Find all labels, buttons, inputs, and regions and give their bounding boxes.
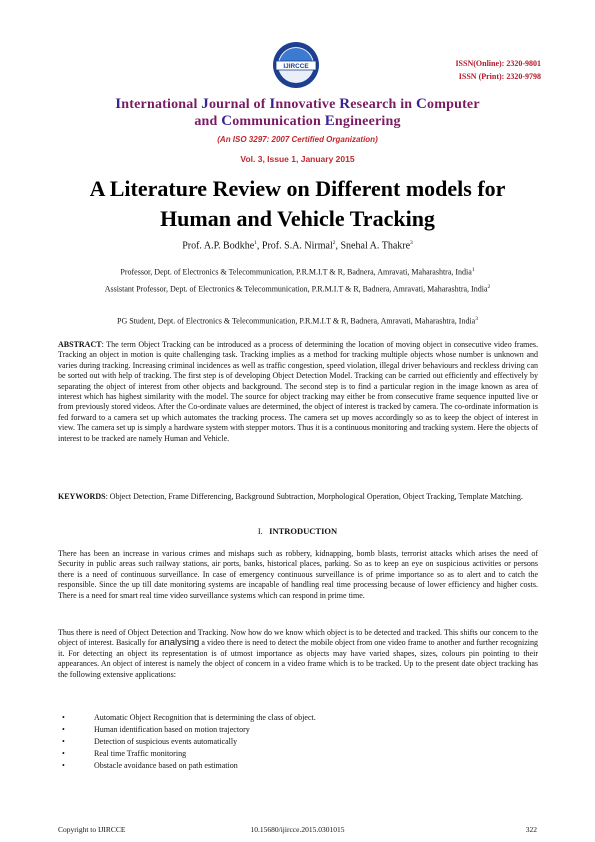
applications-list [58,712,538,772]
author-1: Prof. A.P. Bodkhe [182,240,255,252]
author-2: Prof. S.A. Nirmal [261,240,333,252]
intro-paragraph-2: Thus there is need of Object Detection and Tracking. Now how do we know which object is to be detected and tracked. This shifts our concern to the object of interest. Basically for analysing a video there is need to detect the mobile object from one video frame to another and further recognizing it. For detecting an object its representation is of utmost importance as objects may have varied shapes, sizes, colours pin pointing to their appearances. An object of interest is namely the object of concern in a video frame which is to be tracked. Up to the present date object tracking has the following extensive applications: [58,628,538,679]
author-list: Prof. A.P. Bodkhe$^1$, Prof. S.A. Nirmal$^2$, Snehal A. Thakre$^3$ [182,240,413,252]
list-item: • Human identification based on motion trajectory [62,725,250,734]
author-3: Snehal A. Thakre [340,240,411,252]
journal-name-line1: International Journal of Innovative Research in Computer [115,96,480,112]
affiliation-2: Assistant Professor, Dept. of Electronics & Telecommunication, P.R.M.I.T & R, Badnera, Amravati, Maharashtra, India$^2$ [104,284,491,294]
journal-logo [271,40,321,90]
volume-issue: Vol. 3, Issue 1, January 2015 [240,154,355,164]
footer-doi: 10.15680/ijircce.2015.0301015 [250,825,345,834]
list-item: • Obstacle avoidance based on path estimation [62,761,238,770]
logo-text: IJIRCCE [283,63,309,70]
issn-online: ISSN(Online): 2320-9801 [455,59,541,68]
affiliation-1: Professor, Dept. of Electronics & Telecommunication, P.R.M.I.T & R, Badnera, Amravati, Maharashtra, India$^1$ [120,267,475,277]
paper-title: A Literature Review on Different models for Human and Vehicle Tracking [89,176,506,231]
list-item: • Automatic Object Recognition that is determining the class of object. [62,713,316,722]
affiliation-3: PG Student, Dept. of Electronics & Telecommunication, P.R.M.I.T & R, Badnera, Amravati, Maharashtra, India$^3$ [117,316,478,326]
abstract: ABSTRACT: The term Object Tracking can be introduced as a process of determining the location of moving object in consecutive video frames. Tracking an object in motion is quite challenging task. Tracking implies as a method for tracking multiple objects whose number is unknown and varies during tracking. Increasing criminal incidences as well as traffic congestion, speed violation, illegal driver behaviours and reckless driving can be sorted out with help of tracking. The first step is of developing Object Detection Model. Tracking can be carried out efficiently and effectively by separating the object of interest from other objects and background. The second step is to find a particular region in the image known as area of interest which has highest similarity with the model. The source for object tracking may either be from consecutive frame sequence inputted live or from previously stored videos. After the Co-ordinate values are determined, the object of interest is tracked by camera. The co-ordinate information is fed forward to a camera set up which automates the tracking process. The camera set up moves accordingly so as to keep the object of interest in view. The camera set up is simply a hardware system with stepper motors. Thus it is a continuous monitoring and tracking system. Here the objects of interest to be tracked are namely Human and Vehicle. [58,340,538,443]
list-item: • Detection of suspicious events automatically [62,737,238,746]
keywords: KEYWORDS: Object Detection, Frame Differencing, Background Subtraction, Morphological Operation, Object Tracking, Template Matching. [58,492,523,501]
list-item: • Real time Traffic monitoring [62,749,187,758]
footer-copyright: Copyright to IJIRCCE [58,825,126,834]
footer-page-number: 322 [525,825,537,834]
intro-paragraph-1: There has been an increase in various crimes and mishaps such as robbery, kidnapping, bomb blasts, terrorist attacks which arises the need of Security in public areas such railway stations, air ports, banks, historical places, parking. So as to keep an eye on suspicious activities or persons there is a need of continuous surveillance. In case of emergency continuous surveillance is of prime importance so as to alert and to catch the responsible. Since the up till date monitoring systems are incapable of handling real time processing because of lower efficiency and higher costs. There is a need for smart real time video surveillance systems which can respond in prime time. [58,549,538,600]
journal-name-line2: and Communication Engineering [194,113,401,129]
issn-print: ISSN (Print): 2320-9798 [458,72,541,81]
section-heading-introduction: I. INTRODUCTION [257,526,338,536]
iso-certification: (An ISO 3297: 2007 Certified Organization) [217,135,378,144]
